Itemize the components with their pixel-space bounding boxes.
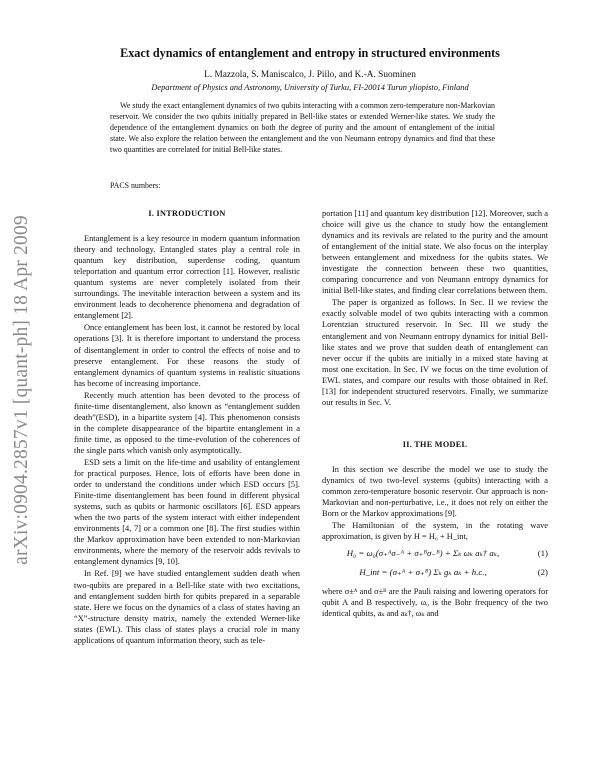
equation-1 (322, 548, 548, 559)
left-column (74, 208, 300, 647)
arxiv-identifier: arXiv:0904.2857v1 [quant-ph] 18 Apr 2009 (11, 215, 32, 565)
right-column (322, 208, 548, 620)
equation-1-body: H₀ = ω₀(σ₊ᴬσ₋ᴬ + σ₊ᴮσ₋ᴮ) + Σₖ ωₖ aₖ† aₖ, (346, 548, 500, 559)
paragraph: In this section we describe the model we use to study the dynamics of two two-level systems (qubits) interacting with a common zero-temperature bosonic reservoir. Our approach is non-Markovian and non-perturbative, i.e., it does not rely on either the Born or the Markov approximations [9]. (322, 464, 548, 519)
equation-2 (322, 567, 548, 578)
section-heading-model: II. THE MODEL (402, 439, 468, 449)
equation-2-body: H_int = (σ₊ᴬ + σ₊ᴮ) Σₖ gₖ aₖ + h.c., (359, 567, 487, 578)
affiliation: Department of Physics and Astronomy, University of Turku, FI-20014 Turun yliopisto, Finland (151, 83, 469, 92)
arxiv-side-stamp (2, 190, 42, 590)
paragraph: Recently much attention has been devoted to the process of finite-time disentanglement, also known as “entanglement sudden death”(ESD), in a bipartite system [4]. This phenomenon consists in the complete disappearance of the bipartite entanglement in a finite time, as opposed to the time-evolution of the coherences of the single parts which vanish only asymptotically. (74, 390, 300, 455)
pacs-numbers: PACS numbers: (110, 181, 161, 190)
paragraph: portation [11] and quantum key distribution [12]. Moreover, such a choice will give us the chance to study how the entanglement dynamics and its revivals are related to the purity and the amount of entanglement of the initial state. We also focus on the interplay between entanglement and mixedness for the qubits states. We investigate the connection between these two quantities, comparing concurrence and von Neumann entropy dynamics for initial Bell-like states, and finding clear correlations between them. (322, 209, 548, 296)
section-heading-introduction: I. INTRODUCTION (148, 209, 226, 218)
equation-1-number: (1) (537, 548, 548, 559)
author-list: L. Mazzola, S. Maniscalco, J. Piilo, and K.-A. Suominen (204, 70, 416, 80)
paragraph: Once entanglement has been lost, it cannot be restored by local operations [3]. It is therefore important to understand the process of disentanglement in order to control the effects of noise and to preserve entanglement. For these reasons the study of entanglement dynamics of quantum systems in realistic situations has become of increasing importance. (74, 323, 300, 388)
paragraph: In Ref. [9] we have studied entanglement sudden death when two-qubits are prepared in a Bell-like state with two excitations, and entanglement sudden birth for qubits prepared in a separable state. Here we focus on the dynamics of a class of states having an “X”-structure density matrix, namely the extended Werner-like states (EWL). This class of states plays a crucial role in many applications of quantum information theory, such as tele- (74, 569, 300, 645)
paragraph: ESD sets a limit on the life-time and usability of entanglement for practical purposes. Hence, lots of efforts have been done in order to understand the conditions under which ESD occurs [5]. Finite-time disentanglement has been found in different physical systems, such as qubits or harmonic oscillators [6]. ESD appears when the two parts of the system interact with either independent environments [4, 7] or a common one [8]. The first studies within the Markov approximation have been extended to non-Markovian environments, where the memory of the reservoir adds revivals to entanglement dynamics [9, 10]. (74, 457, 300, 567)
paper-title: Exact dynamics of entanglement and entropy in structured environments (120, 46, 500, 60)
paragraph: The paper is organized as follows. In Sec. II we review the exactly solvable model of two qubits interacting with a common Lorentzian structured reservoir. In Sec. III we study the entanglement and von Neumann entropy dynamics for initial Bell-like states and we prove that sudden death of entanglement can never occur if the qubits are initially in a mixed state having at most one excitation. In Sec. IV we focus on the time evolution of EWL states, and compare our results with those obtained in Ref. [13] for independent structured reservoirs. Finally, we summarize our results in Sec. V. (322, 298, 548, 407)
paragraph: The Hamiltonian of the system, in the rotating wave approximation, is given by H = H₀ + H_int, (322, 521, 548, 542)
equation-2-number: (2) (537, 567, 548, 578)
abstract: We study the exact entanglement dynamics of two qubits interacting with a common zero-temperature non-Markovian reservoir. We consider the two qubits initially prepared in Bell-like states or extended Werner-like states. We study the dependence of the entanglement dynamics on both the degree of purity and the amount of entanglement of the initial state. We also explore the relation between the entanglement and the von Neumann entropy dynamics and find that these two quantities are correlated for initial Bell-like states. (110, 101, 495, 155)
paragraph: Entanglement is a key resource in modern quantum information theory and technology. Entangled states play a central role in quantum key distribution, superdense coding, quantum teleportation and quantum error correction [1]. However, realistic quantum systems are never completely isolated from their surroundings. The inevitable interaction between a system and its environment leads to decoherence phenomena and degradation of entanglement [2]. (74, 234, 300, 321)
paragraph: where σ±ᴬ and σ±ᴮ are the Pauli raising and lowering operators for qubit A and B respectively, ω₀ is the Bohr frequency of the two identical qubits, aₖ and aₖ†, ωₖ and (322, 587, 548, 619)
